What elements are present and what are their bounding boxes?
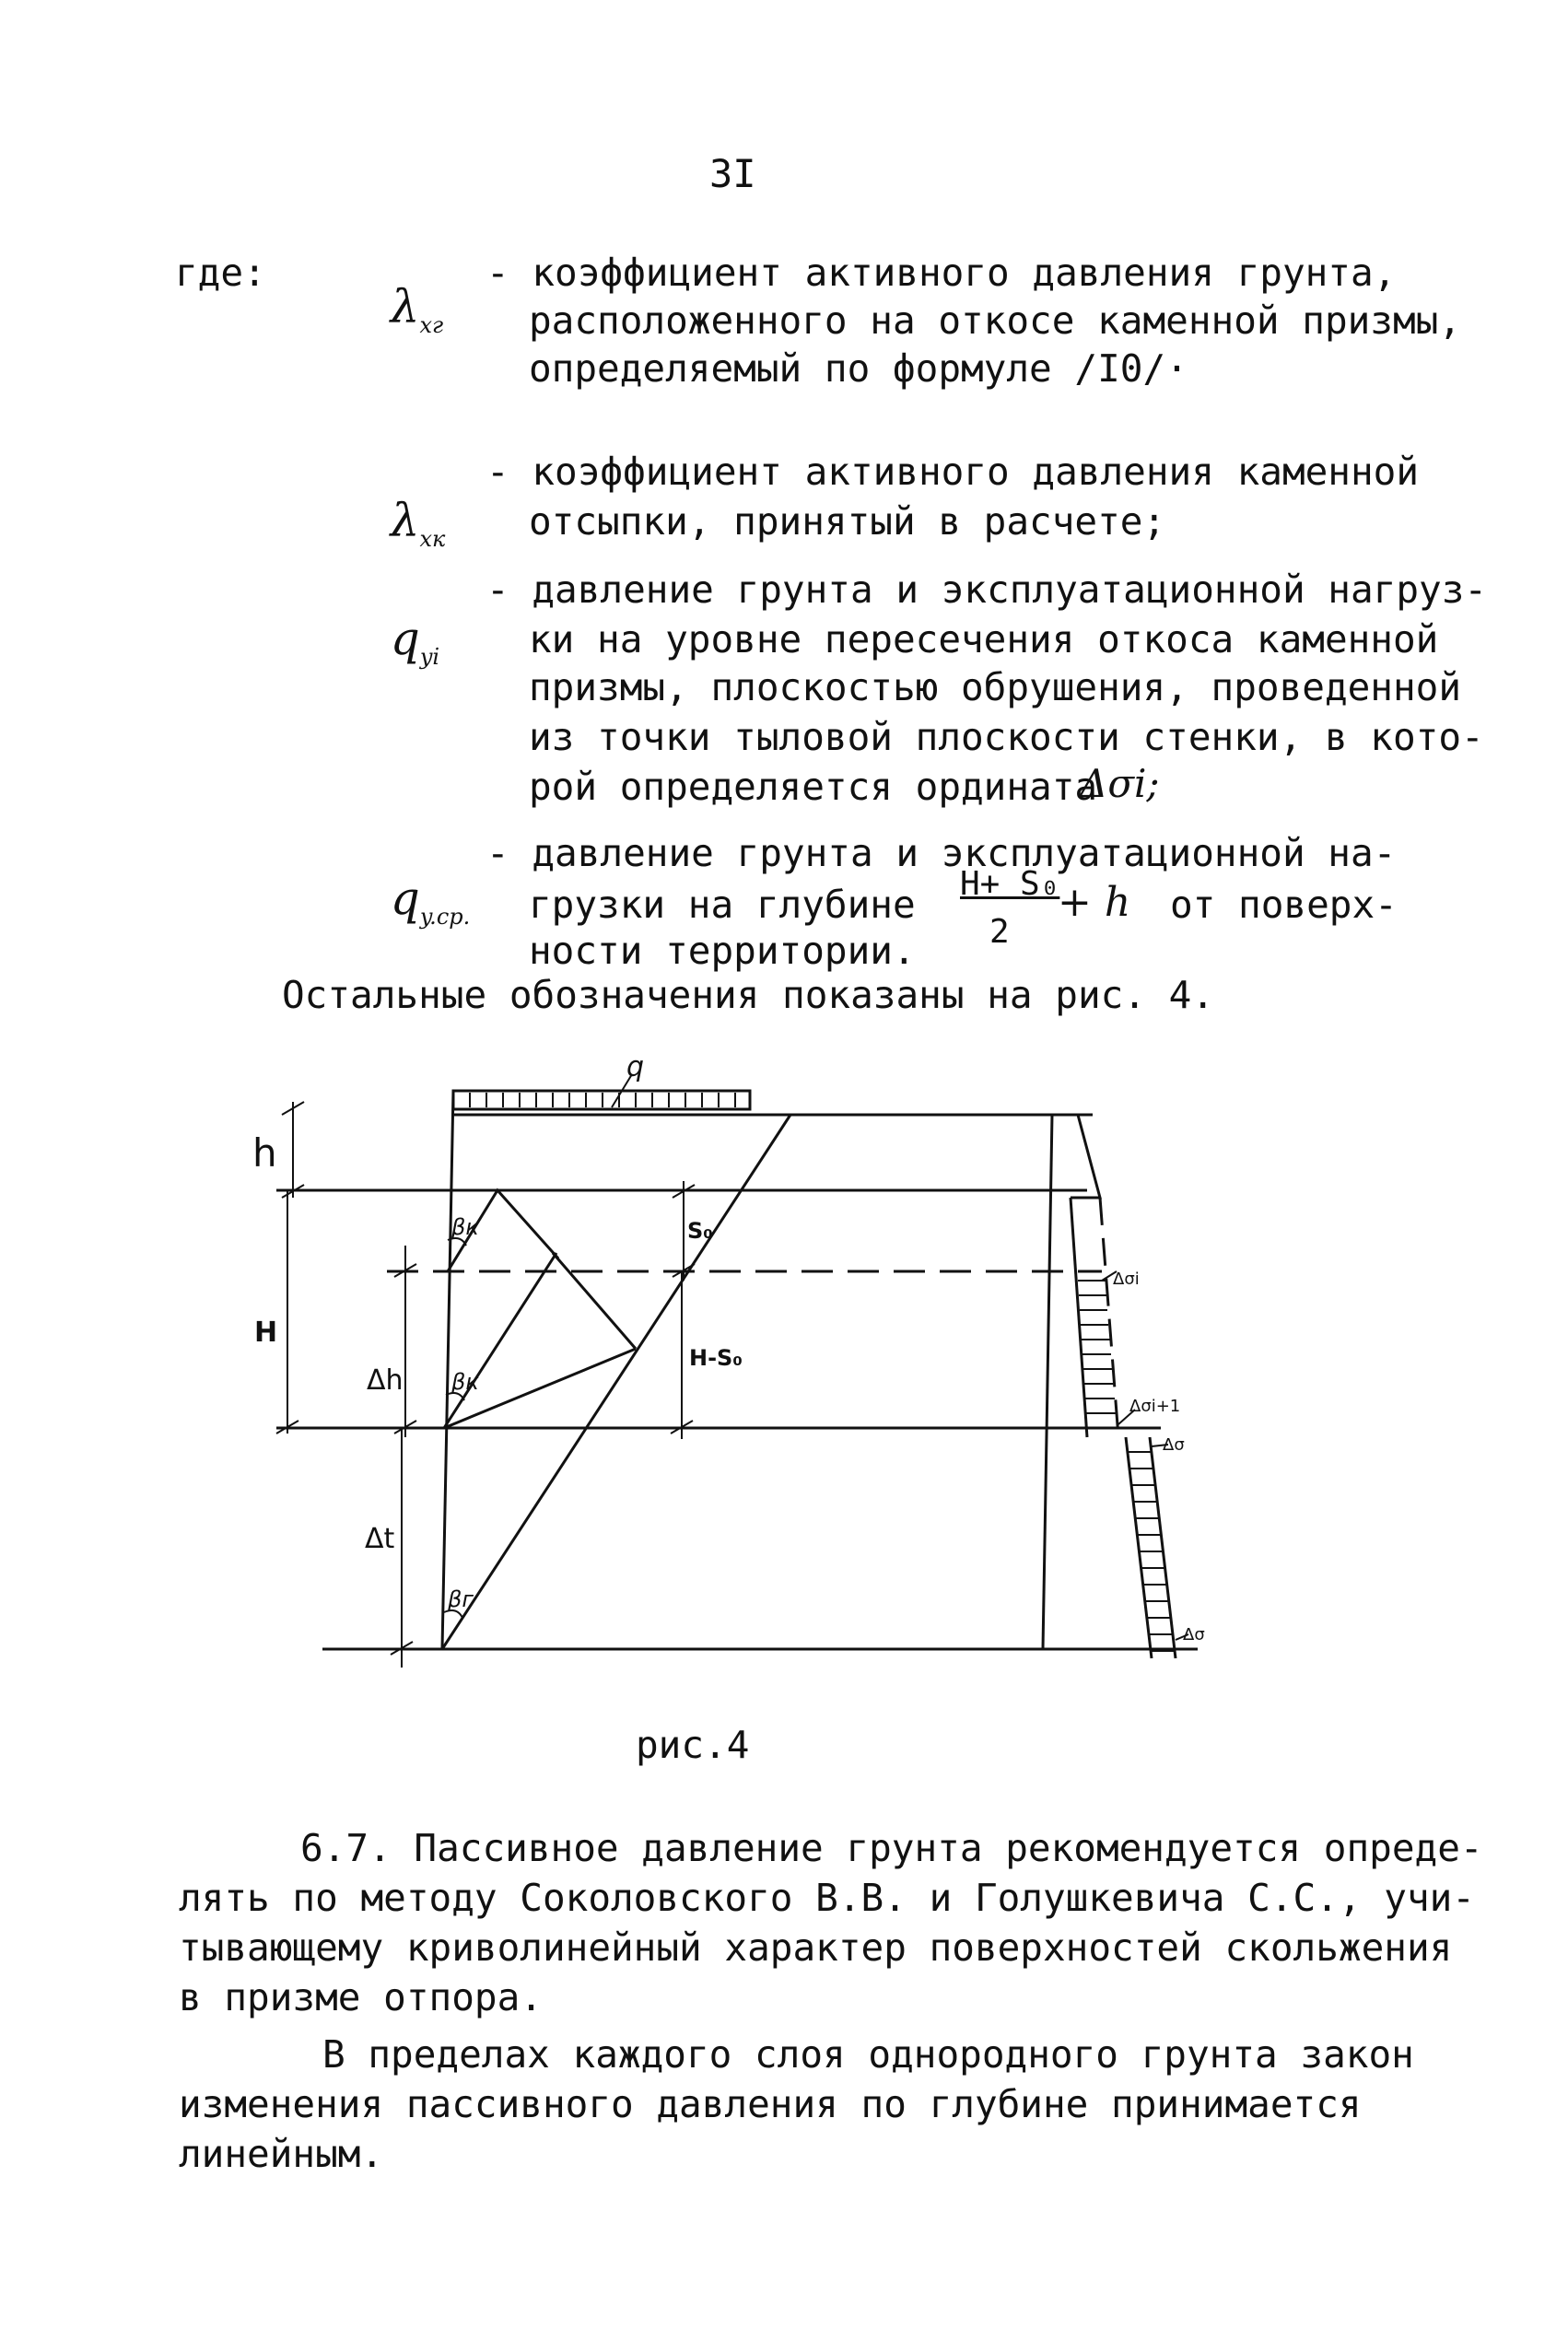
figure-caption: рис.4 [636, 1723, 750, 1767]
definition-2-line-2: отсыпки, принятый в расчете; [529, 499, 1166, 544]
paragraph-1-line-4: в призме отпора. [179, 1975, 543, 2019]
delta-sigma-i-symbol: Δσi; [1080, 761, 1160, 806]
definition-2-line-1: - коэффициент активного давления каменной [486, 450, 1420, 494]
label-beta-k-1: βк [451, 1214, 479, 1240]
surcharge-hatch [470, 1093, 735, 1107]
label-h-minus-s0: H-S₀ [689, 1345, 743, 1371]
definition-3-line-5: рой определяется ордината [529, 765, 1098, 809]
label-dsigma-b: Δσ [1183, 1625, 1205, 1644]
label-beta-k-2: βк [451, 1369, 479, 1395]
label-dt: Δt [365, 1523, 395, 1555]
definition-4-line-1: - давление грунта и эксплуатационной на- [486, 831, 1397, 875]
prism-line-mid [444, 1253, 556, 1428]
label-dh: Δh [367, 1364, 404, 1397]
label-H: H [254, 1317, 278, 1349]
definition-4-line-3: ности территории. [529, 929, 916, 973]
definition-3-line-1: - давление грунта и эксплуатационной нагруз- [486, 568, 1488, 612]
label-q: q [626, 1051, 645, 1083]
fraction-denominator: 2 [989, 913, 1010, 951]
label-dsigma-i: Δσi [1113, 1270, 1140, 1289]
fraction-numerator: H+ S₀ [960, 865, 1060, 903]
pressure-diagram-lower-outer [1150, 1437, 1176, 1658]
paragraph-2-line-3: линейным. [179, 2132, 384, 2176]
label-s0: S₀ [687, 1218, 713, 1244]
symbol-lambda-xg: $\lambda_{xг}$ [390, 280, 444, 338]
definition-1-line-2: расположенного на откосе каменной призмы, [529, 298, 1462, 343]
definition-1-line-1: - коэффициент активного давления грунта, [486, 251, 1397, 295]
label-beta-g: βг [448, 1586, 474, 1612]
definition-3-line-2: ки на уровне пересечения откоса каменной [529, 617, 1439, 661]
definition-3-line-3: призмы, плоскостью обрушения, проведенной [529, 665, 1462, 709]
symbol-lambda-xk: $\lambda_{xк}$ [390, 494, 446, 552]
label-dsigma-i1: Δσi+1 [1129, 1397, 1181, 1416]
pressure-diagram-inner [1071, 1198, 1087, 1437]
paragraph-2-line-1: В пределах каждого слоя однородного грунта закон [322, 2032, 1414, 2077]
pressure-diagram-lower-inner [1126, 1437, 1152, 1658]
definition-4-line-2: грузки на глубине [529, 883, 916, 927]
prism-slope [553, 1253, 636, 1349]
label-dsigma-a: Δσ [1163, 1435, 1185, 1455]
definition-1-line-3: определяемый по формуле /I0/· [529, 346, 1188, 391]
where-label: где: [175, 251, 266, 295]
pressure-hatch-lower [1128, 1452, 1174, 1651]
paragraph-1-line-1: 6.7. Пассивное давление грунта рекомендуется опреде- [300, 1826, 1483, 1870]
symbol-q-ycp: $q_{y.cp.}$ [390, 872, 471, 930]
definition-3-line-4: из точки тыловой плоскости стенки, в кото- [529, 715, 1484, 759]
wall-front [1043, 1115, 1052, 1649]
symbol-q-yi: $q_{yi}$ [390, 612, 440, 670]
label-h: h [252, 1130, 277, 1176]
wall-cap [1052, 1115, 1100, 1198]
other-notation: Остальные обозначения показаны на рис. 4. [282, 973, 1215, 1017]
page-number: 3I [709, 151, 756, 196]
paragraph-2-line-2: изменения пассивного давления по глубине принимается [179, 2082, 1362, 2126]
definition-4-line-2-tail: от поверх- [1170, 883, 1398, 927]
fraction-tail: + h [1058, 879, 1131, 926]
paragraph-1-line-2: лять по методу Соколовского В.В. и Голушкевича С.С., учи- [179, 1876, 1475, 1920]
pressure-diagram-dashed [1100, 1198, 1118, 1437]
paragraph-1-line-3: тывающему криволинейный характер поверхностей скольжения [179, 1925, 1453, 1970]
